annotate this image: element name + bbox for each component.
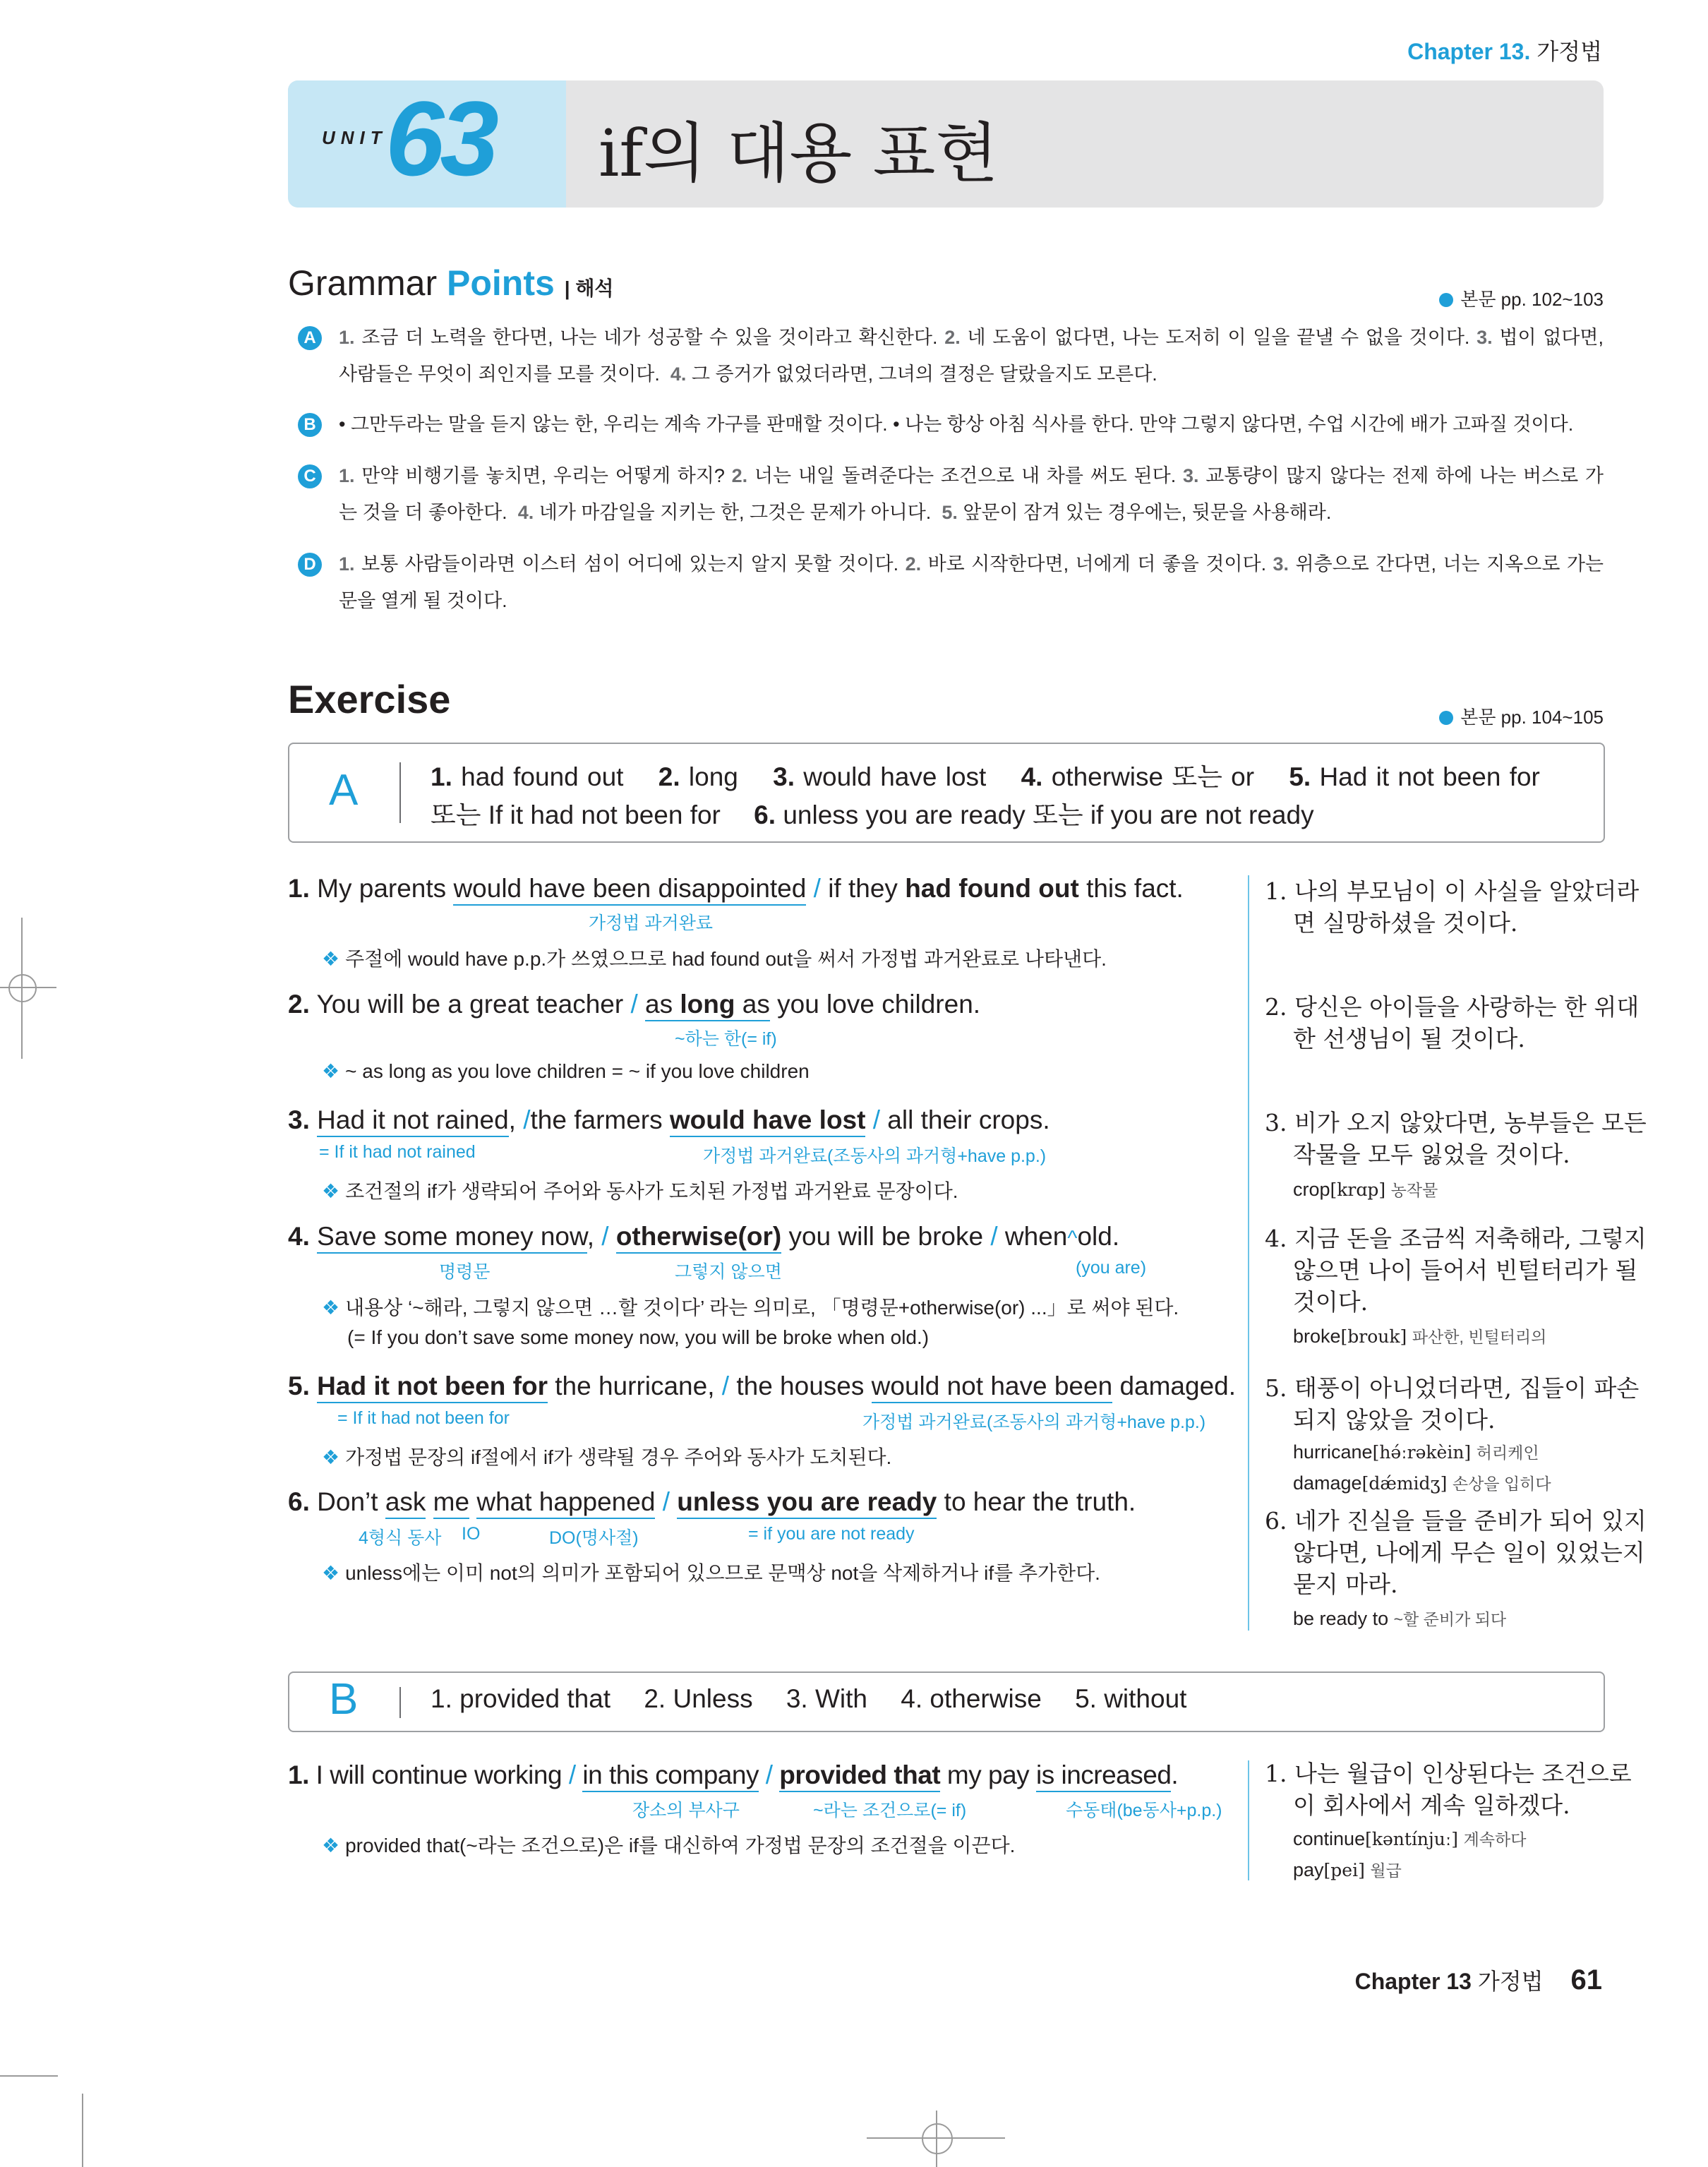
vocab-be-ready-to (1293, 1607, 1506, 1630)
exercise-page-ref (1439, 703, 1604, 729)
sentence-part: if they (828, 874, 898, 903)
translation-line: 1. 나는 월급이 인상된다는 조건으로 (1265, 1760, 1632, 1787)
sentence-num: 1. (288, 874, 310, 903)
answer-b-item: 5. without (1075, 1684, 1187, 1713)
gp-a-text3: 법이 없다면, (1499, 327, 1604, 348)
unit-number: 63 (385, 80, 495, 198)
grammar-note: = If it had not rained (319, 1142, 476, 1162)
column-divider (1248, 875, 1249, 1631)
answer-b-item: 3. With (786, 1684, 867, 1713)
vocab-continue (1293, 1827, 1526, 1850)
vocab-broke (1293, 1324, 1546, 1347)
grammar-note: ~라는 조건으로(= if) (813, 1801, 967, 1820)
vocab-ipa: [krɑp] (1330, 1179, 1386, 1200)
gp-a-line1 (339, 325, 1604, 349)
grammar-note: DO(명사절) (549, 1528, 639, 1548)
gp-c-text5: 네가 마감일을 지키는 한, 그것은 문제가 아니다. (539, 502, 932, 523)
translation-a6 (1265, 1505, 1647, 1600)
sentence-a3 (288, 1105, 1050, 1135)
slash-mark: / (721, 1371, 730, 1400)
section-d-badge: D (298, 553, 322, 577)
sentence-part: would have been disappointed (453, 874, 806, 906)
translation-a3 (1265, 1107, 1647, 1170)
vocab-ipa: [dǽmidʒ] (1361, 1473, 1448, 1494)
sentence-a4 (288, 1222, 1119, 1251)
grammar-points-title (288, 263, 613, 304)
gp-b-line1: • 그만두라는 말을 듣지 않는 한, 우리는 계속 가구를 판매할 것이다. • 나는 항상 아침 식사를 한다. 만약 그렇지 않다면, 수업 시간에 배가 고파질 것이다. (339, 414, 1574, 435)
gp-a-text2: 네 도움이 없다면, 나는 도저히 이 일을 끝낼 수 없을 것이다. (967, 327, 1470, 348)
sentence-num: 4. (288, 1222, 310, 1251)
grammar-ref-text: 본문 pp. 102~103 (1460, 289, 1604, 310)
slash-mark: / (765, 1760, 773, 1789)
sentence-part: , (508, 1105, 516, 1134)
answer-phrase: would have lost (670, 1105, 866, 1137)
answer-a-text4: otherwise 또는 or (1051, 762, 1255, 791)
gp-a-text5: 그 증거가 없었더라면, 그녀의 결정은 달랐을지도 모른다. (691, 364, 1157, 385)
sentence-part: old. (1077, 1222, 1120, 1251)
slash-mark: / (813, 874, 821, 903)
answer-a-text5: Had it not been for (1319, 762, 1540, 791)
translation-line: 1. 나의 부모님이 이 사실을 알았더라 (1265, 877, 1640, 905)
chapter-topic: 가정법 (1536, 39, 1602, 64)
answer-letter-b: B (329, 1675, 359, 1724)
grammar-note: 가정법 과거완료 (589, 913, 713, 933)
answer-a-text6: 또는 If it had not been for (431, 800, 721, 829)
grammar-note: ~하는 한(= if) (675, 1029, 777, 1049)
vocab-meaning: 농작물 (1390, 1181, 1438, 1199)
explanation-a4 (322, 1292, 1179, 1321)
slash-mark: / (601, 1222, 609, 1251)
slash-mark: / (662, 1487, 670, 1516)
vocab-meaning: ~할 준비가 되다 (1393, 1610, 1507, 1628)
sentence-num: 5. (288, 1371, 310, 1400)
vocab-word: crop (1293, 1179, 1330, 1200)
answer-phrase: long (680, 990, 735, 1019)
sentence-part: as (742, 990, 770, 1019)
translation-line: 않으면 나이 들어서 빈털터리가 될 (1293, 1256, 1638, 1284)
answer-a-num4: 4. (1021, 762, 1043, 791)
bullet-dot-icon (1439, 711, 1453, 725)
crop-mark (82, 2094, 83, 2167)
insertion-caret-icon: ^ (1067, 1227, 1078, 1250)
answer-divider (399, 1687, 401, 1718)
sentence-part: , (587, 1222, 594, 1251)
sentence-part: I will continue working (315, 1760, 563, 1789)
translation-line: 4. 지금 돈을 조금씩 저축해라, 그렇지 (1265, 1225, 1647, 1252)
diamond-icon: ❖ (322, 1562, 340, 1584)
translation-line: 작물을 모두 잃었을 것이다. (1293, 1141, 1570, 1168)
gp-a-num4: 4. (670, 364, 687, 385)
explanation-text: unless에는 이미 not의 의미가 포함되어 있으므로 문맥상 not을 삭제하거나 if를 추가한다. (345, 1562, 1100, 1584)
sentence-num: 1. (288, 1760, 309, 1789)
translation-a2 (1265, 991, 1639, 1055)
sentence-part: this fact. (1086, 874, 1184, 903)
gp-c-num2: 2. (731, 465, 748, 486)
translation-line: 6. 네가 진실을 들을 준비가 되어 있지 (1265, 1507, 1647, 1535)
answer-a-num5: 5. (1289, 762, 1311, 791)
answer-a-line1 (431, 755, 1540, 793)
gp-c-text6: 앞문이 잠겨 있는 경우에는, 뒷문을 사용해라. (963, 502, 1332, 523)
gp-a-text4: 사람들은 무엇이 죄인지를 모를 것이다. (339, 364, 660, 385)
answer-box-b (288, 1671, 1605, 1732)
sentence-part: what happened (476, 1487, 655, 1519)
footer-topic: 가정법 (1477, 1969, 1544, 1994)
sentence-part: in this company (582, 1760, 759, 1792)
translation-line: 5. 태풍이 아니었더라면, 집들이 파손 (1265, 1374, 1640, 1402)
sentence-part: my pay (946, 1760, 1030, 1789)
explanation-b1 (322, 1830, 1015, 1859)
vocab-word: broke (1293, 1326, 1341, 1347)
gp-d-text1: 보통 사람들이라면 이스터 섬이 어디에 있는지 알지 못할 것이다. (361, 553, 899, 575)
grammar-note: 명령문 (439, 1262, 491, 1282)
grammar-title-plain: Grammar (288, 263, 438, 303)
section-a-badge: A (298, 326, 322, 350)
section-c-badge: C (298, 464, 322, 488)
vocab-word: be ready to (1293, 1608, 1389, 1629)
gp-d-num2: 2. (905, 553, 922, 575)
gp-d-text3: 위층으로 간다면, 너는 지옥으로 가는 (1295, 553, 1604, 575)
gp-d-text2: 바로 시작한다면, 너에게 더 좋을 것이다. (927, 553, 1267, 575)
grammar-note: 가정법 과거완료(조동사의 과거형+have p.p.) (703, 1146, 1047, 1166)
sentence-num: 6. (288, 1487, 310, 1516)
gp-c-num5: 5. (942, 502, 958, 523)
vocab-meaning: 허리케인 (1476, 1443, 1539, 1462)
slash-mark: / (523, 1105, 531, 1134)
column-divider (1248, 1760, 1249, 1880)
explanation-a3 (322, 1176, 958, 1204)
translation-line: 3. 비가 오지 않았다면, 농부들은 모든 (1265, 1109, 1647, 1136)
translation-line: 한 선생님이 될 것이다. (1293, 1025, 1525, 1052)
answer-a-text2: long (688, 762, 738, 791)
gp-c-line1 (339, 464, 1604, 488)
grammar-subtitle: | 해석 (564, 277, 614, 299)
translation-line: 이 회사에서 계속 일하겠다. (1293, 1791, 1570, 1819)
answer-b-line (431, 1684, 1186, 1714)
diamond-icon: ❖ (322, 1835, 340, 1856)
explanation-text: provided that(~라는 조건으로)은 if를 대신하여 가정법 문장의 조건절을 이끈다. (345, 1835, 1016, 1856)
gp-c-num3: 3. (1182, 465, 1199, 486)
answer-a-num2: 2. (658, 762, 680, 791)
sentence-a2 (288, 990, 980, 1019)
unit-word: UNIT (322, 127, 387, 148)
gp-a-num3: 3. (1477, 327, 1493, 348)
gp-a-line2 (339, 362, 1604, 386)
answer-box-a (288, 743, 1605, 843)
sentence-a6 (288, 1487, 1136, 1517)
answer-a-line2 (431, 793, 1314, 832)
gp-c-text1: 만약 비행기를 놓치면, 우리는 어떻게 하지? (361, 465, 725, 486)
vocab-word: pay (1293, 1859, 1324, 1880)
sentence-part: to hear the truth. (944, 1487, 1136, 1516)
answer-a-text7: unless you are ready 또는 if you are not ready (783, 800, 1314, 829)
gp-d-num1: 1. (339, 553, 355, 575)
answer-phrase: provided that (779, 1760, 940, 1792)
chapter-label: Chapter 13. (1407, 39, 1531, 64)
diamond-icon: ❖ (322, 1446, 340, 1468)
answer-a-text1: had found out (461, 762, 624, 791)
chapter-heading (1407, 34, 1602, 66)
explanation-text: 가정법 문장의 if절에서 if가 생략될 경우 주어와 동사가 도치된다. (345, 1446, 892, 1468)
gp-a-text1: 조금 더 노력을 한다면, 나는 네가 성공할 수 있을 것이라고 확신한다. (361, 327, 938, 348)
grammar-note: IO (462, 1524, 481, 1544)
sentence-part: Don’t (317, 1487, 378, 1516)
explanation-text: 내용상 ‘~해라, 그렇지 않으면 …할 것이다’ 라는 의미로, 「명령문+otherwise(or) ...」로 써야 된다. (345, 1297, 1179, 1319)
sentence-b1 (288, 1760, 1178, 1790)
translation-line: 면 실망하셨을 것이다. (1293, 909, 1518, 937)
sentence-part: me (433, 1487, 469, 1519)
translation-a4 (1265, 1223, 1647, 1318)
answer-divider (399, 762, 401, 823)
explanation-a5 (322, 1442, 891, 1470)
explanation-a1 (322, 944, 1107, 972)
translation-b1 (1265, 1758, 1632, 1821)
grammar-note: (you are) (1076, 1258, 1147, 1278)
sentence-part: the hurricane, (555, 1371, 715, 1400)
vocab-meaning: 손상을 입히다 (1452, 1475, 1551, 1493)
answer-a-num3: 3. (773, 762, 795, 791)
grammar-note: 4형식 동사 (359, 1528, 442, 1548)
answer-a-num1: 1. (431, 762, 452, 791)
sentence-part: would not have been (872, 1371, 1113, 1403)
sentence-part: you love children. (777, 990, 981, 1019)
answer-phrase: otherwise (615, 1222, 738, 1251)
slash-mark: / (630, 990, 638, 1019)
grammar-note: 가정법 과거완료(조동사의 과거형+have p.p.) (862, 1412, 1206, 1432)
gp-c-num4: 4. (517, 502, 534, 523)
diamond-icon: ❖ (322, 948, 340, 970)
slash-mark: / (990, 1222, 998, 1251)
answer-phrase: had found out (905, 874, 1079, 903)
vocab-crop (1293, 1177, 1438, 1201)
grammar-note: 장소의 부사구 (632, 1801, 740, 1820)
translation-line: 것이다. (1293, 1288, 1369, 1316)
vocab-ipa: [pei] (1323, 1860, 1365, 1880)
diamond-icon: ❖ (322, 1297, 340, 1319)
sentence-part: when (1004, 1222, 1068, 1251)
answer-a-num6: 6. (754, 800, 776, 829)
answer-letter-a: A (329, 766, 359, 815)
explanation-a6 (322, 1558, 1100, 1586)
sentence-part: all their crops. (887, 1105, 1050, 1134)
gp-a-num1: 1. (339, 327, 355, 348)
grammar-title-bold: Points (447, 263, 555, 303)
page-footer (1355, 1964, 1602, 1996)
sentence-part: as (645, 990, 673, 1019)
answer-phrase: (or) (738, 1222, 782, 1251)
gp-d-num3: 3. (1273, 553, 1289, 575)
sentence-part: Save some money now (317, 1222, 587, 1254)
explanation-text: 조건절의 if가 생략되어 주어와 동사가 도치된 가정법 과거완료 문장이다. (345, 1180, 958, 1202)
explanation-text: 주절에 would have p.p.가 쓰였으므로 had found out을 써서 가정법 과거완료로 나타낸다. (345, 948, 1107, 970)
registration-circle (922, 2123, 953, 2154)
vocab-ipa: [kəntínjuː] (1365, 1829, 1459, 1849)
answer-b-item: 1. provided that (431, 1684, 611, 1713)
translation-line: 않다면, 나에게 무슨 일이 있었는지 (1293, 1539, 1645, 1566)
vocab-word: continue (1293, 1828, 1366, 1849)
vocab-hurricane (1293, 1440, 1539, 1463)
gp-c-text2: 너는 내일 돌려준다는 조건으로 내 차를 써도 된다. (754, 465, 1177, 486)
sentence-part: My parents (317, 874, 447, 903)
section-b-badge: B (298, 413, 322, 437)
diamond-icon: ❖ (322, 1060, 340, 1082)
translation-line: 2. 당신은 아이들을 사랑하는 한 위대 (1265, 993, 1640, 1021)
answer-phrase: Had it not been for (317, 1371, 548, 1403)
answer-a-text3: would have lost (803, 762, 987, 791)
slash-mark: / (872, 1105, 881, 1134)
explanation-a2 (322, 1060, 810, 1083)
exercise-ref-text: 본문 pp. 104~105 (1460, 707, 1604, 728)
vocab-word: hurricane (1293, 1441, 1373, 1463)
translation-line: 되지 않았을 것이다. (1293, 1406, 1496, 1434)
vocab-meaning: 계속하다 (1463, 1830, 1527, 1849)
sentence-part: ask (385, 1487, 426, 1519)
explanation-a4-sub: (= If you don’t save some money now, you will be broke when old.) (347, 1326, 930, 1348)
translation-a5 (1265, 1372, 1639, 1436)
diamond-icon: ❖ (322, 1180, 340, 1202)
answer-phrase: unless you are ready (677, 1487, 937, 1519)
grammar-note: = if you are not ready (748, 1524, 915, 1544)
slash-mark: / (568, 1760, 576, 1789)
sentence-part: the farmers (530, 1105, 663, 1134)
sentence-part: . (1171, 1760, 1179, 1789)
translation-a1 (1265, 875, 1639, 939)
sentence-a5 (288, 1371, 1236, 1401)
unit-title: if의 대용 표현 (599, 116, 999, 191)
answer-b-item: 2. Unless (644, 1684, 753, 1713)
unit-number-box (288, 80, 566, 208)
translation-line: 묻지 마라. (1293, 1571, 1398, 1598)
sentence-part: the houses (736, 1371, 865, 1400)
sentence-part: you will be broke (788, 1222, 984, 1251)
vocab-meaning: 파산한, 빈털터리의 (1412, 1328, 1547, 1346)
sentence-a1 (288, 874, 1184, 904)
explanation-text: ~ as long as you love children = ~ if you love children (345, 1060, 810, 1082)
vocab-meaning: 월급 (1370, 1861, 1402, 1880)
grammar-note: 수동태(be동사+p.p.) (1066, 1801, 1222, 1820)
vocab-damage (1293, 1471, 1551, 1494)
unit-title-bar (288, 80, 1604, 208)
gp-c-text3: 교통량이 많지 않다는 전제 하에 나는 버스로 가 (1205, 465, 1604, 486)
sentence-num: 2. (288, 990, 310, 1019)
exercise-title: Exercise (288, 677, 451, 721)
gp-a-num2: 2. (944, 327, 961, 348)
page-number: 61 (1570, 1964, 1602, 1995)
grammar-note: = If it had not been for (337, 1408, 510, 1428)
gp-c-text4: 는 것을 더 좋아한다. (339, 502, 507, 523)
vocab-pay (1293, 1858, 1402, 1881)
grammar-page-ref (1439, 285, 1604, 311)
sentence-part: damaged. (1119, 1371, 1237, 1400)
vocab-ipa: [brouk] (1340, 1326, 1407, 1347)
registration-circle (8, 974, 37, 1002)
sentence-num: 3. (288, 1105, 310, 1134)
vocab-word: damage (1293, 1472, 1362, 1494)
gp-c-num1: 1. (339, 465, 355, 486)
crop-mark (0, 2075, 58, 2077)
answer-b-item: 4. otherwise (901, 1684, 1042, 1713)
footer-chapter: Chapter 13 (1354, 1969, 1472, 1994)
gp-d-line2: 문을 열게 될 것이다. (339, 590, 507, 611)
bullet-dot-icon (1439, 293, 1453, 307)
gp-c-line2 (339, 500, 1604, 524)
gp-d-line1 (339, 552, 1604, 576)
vocab-ipa: [hə́ːrəkèin] (1372, 1442, 1472, 1463)
sentence-part: is increased (1036, 1760, 1171, 1792)
sentence-part: Had it not rained (317, 1105, 509, 1137)
sentence-part: You will be a great teacher (316, 990, 624, 1019)
grammar-note: 그렇지 않으면 (675, 1262, 782, 1282)
